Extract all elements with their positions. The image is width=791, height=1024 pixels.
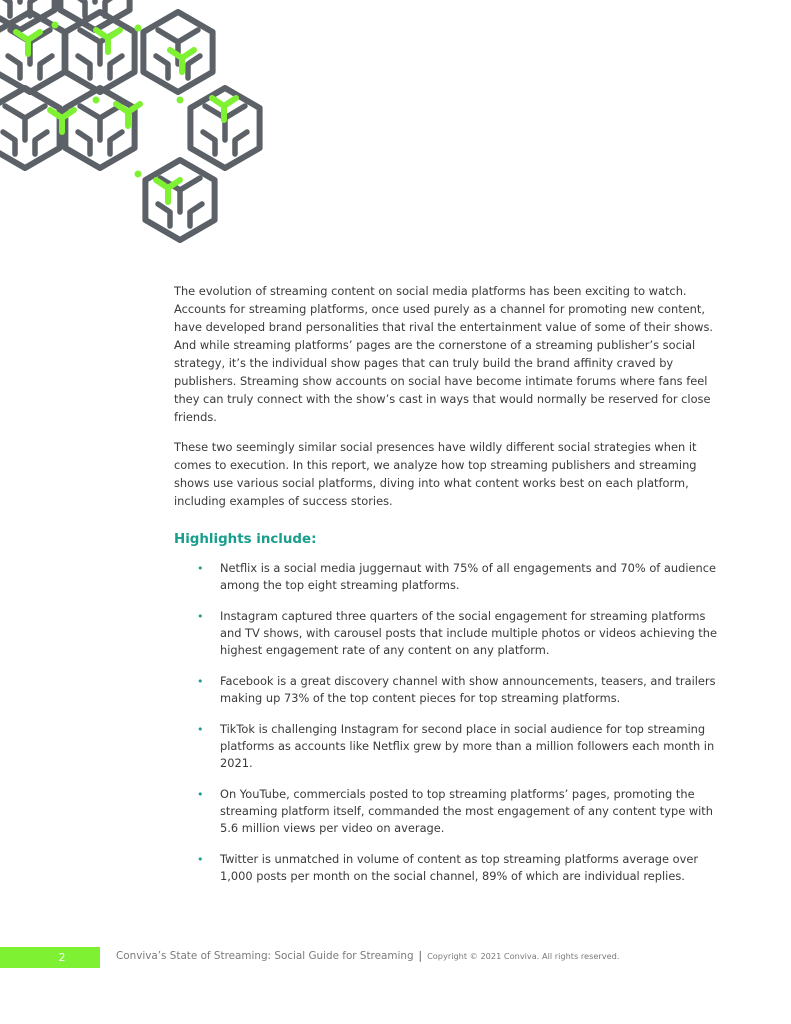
bullet-icon: • [197,853,204,866]
highlights-list [174,560,726,885]
list-item: • TikTok is challenging Instagram for second place in social audience for top streaming platforms as accounts like Netflix grew by more than a million followers each month in 2021. [197,722,715,770]
bullet-icon: • [197,788,204,801]
hexagon-pattern-graphic [0,0,270,250]
list-item: • Facebook is a great discovery channel with show announcements, teasers, and trailers making up 73% of the top content pieces for top streaming platforms. [197,674,716,705]
footer [116,950,619,962]
list-item: • Netflix is a social media juggernaut with 75% of all engagements and 70% of audience among the top eight streaming platforms. [197,561,717,592]
footer-title: Conviva’s State of Streaming: Social Guide for Streaming [116,950,414,962]
bullet-icon: • [197,723,204,736]
page-number-bar [0,947,100,968]
highlights-heading: Highlights include: [174,532,317,547]
bullet-icon: • [197,562,204,575]
main-content [174,282,726,899]
bullet-icon: • [197,675,204,688]
bullet-icon: • [197,610,204,623]
footer-copyright: Copyright © 2021 Conviva. All rights reserved. [427,951,620,961]
intro-paragraph-2: These two seemingly similar social presences have wildly different social strategies when it comes to execution. In this report, we analyze how top streaming publishers and streaming shows use various social platforms, diving into what content works best on each platform, including examples of success stories. [174,440,697,508]
intro-paragraph-1: The evolution of streaming content on social media platforms has been exciting to watch. Accounts for streaming platforms, once used purely as a channel for promoting new content, have developed brand personalities that rival the entertainment value of some of their shows. And while streaming platforms’ pages are the cornerstone of a streaming publisher’s social strategy, it’s the individual show pages that can truly build the brand affinity craved by publishers. Streaming show accounts on social have become intimate forums where fans feel they can truly connect with the show’s cast in ways that would normally be reserved for close friends. [174,284,714,424]
list-item: • Instagram captured three quarters of the social engagement for streaming platforms and TV shows, with carousel posts that include multiple photos or videos achieving the highest engagement rate of any content on any platform. [197,609,717,657]
list-item: • Twitter is unmatched in volume of content as top streaming platforms average over 1,000 posts per month on the social channel, 89% of which are individual replies. [197,852,699,883]
page-number: 2 [58,951,66,964]
list-item: • On YouTube, commercials posted to top streaming platforms’ pages, promoting the streaming platform itself, commanded the most engagement of any content type with 5.6 million views per video on average. [197,787,713,835]
footer-separator: | [418,950,423,962]
